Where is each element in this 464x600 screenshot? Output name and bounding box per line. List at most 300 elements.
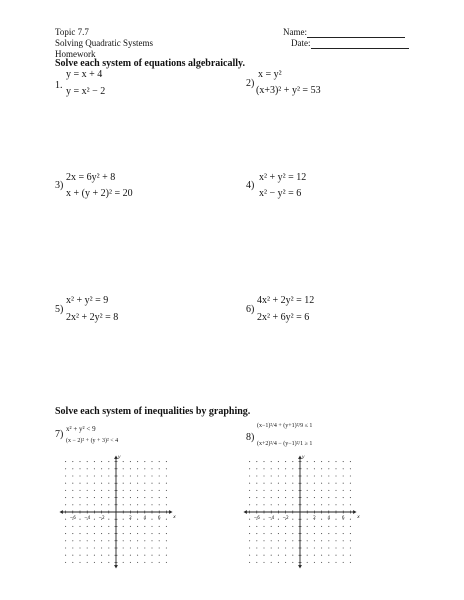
- grid-dot: [335, 519, 336, 520]
- grid-dot: [314, 504, 315, 505]
- grid-dot: [101, 490, 102, 491]
- worksheet-title: Solving Quadratic Systems: [55, 38, 153, 48]
- problem-2-eq1: x = y²: [258, 69, 282, 80]
- grid-dot: [123, 526, 124, 527]
- problem-6-number: 6): [246, 304, 255, 315]
- grid-dot: [108, 526, 109, 527]
- x-tick-label: 2: [129, 515, 132, 520]
- grid-dot: [263, 555, 264, 556]
- y-axis-label: y: [118, 454, 121, 460]
- date-field[interactable]: [291, 38, 409, 49]
- grid-dot: [307, 519, 308, 520]
- grid-dot: [108, 475, 109, 476]
- grid-dot: [87, 497, 88, 498]
- grid-dot: [144, 504, 145, 505]
- grid-dot: [285, 475, 286, 476]
- grid-dot: [130, 468, 131, 469]
- grid-dot: [278, 547, 279, 548]
- grid-dot: [72, 483, 73, 484]
- grid-dot: [151, 540, 152, 541]
- grid-dot: [144, 483, 145, 484]
- grid-dot: [108, 461, 109, 462]
- grid-dot: [278, 519, 279, 520]
- grid-dot: [108, 504, 109, 505]
- grid-dot: [350, 519, 351, 520]
- grid-dot: [278, 504, 279, 505]
- grid-dot: [249, 468, 250, 469]
- grid-dot: [314, 555, 315, 556]
- grid-dot: [307, 540, 308, 541]
- grid-dot: [65, 555, 66, 556]
- grid-dot: [159, 504, 160, 505]
- grid-dot: [130, 475, 131, 476]
- grid-dot: [108, 562, 109, 563]
- grid-dot: [307, 504, 308, 505]
- grid-dot: [343, 540, 344, 541]
- grid-dot: [292, 547, 293, 548]
- grid-dot: [307, 468, 308, 469]
- grid-dot: [123, 555, 124, 556]
- y-axis-arrow-down: [298, 565, 302, 568]
- grid-dot: [94, 483, 95, 484]
- x-tick-label: −6: [253, 515, 260, 520]
- grid-dot: [249, 461, 250, 462]
- grid-dot: [144, 461, 145, 462]
- grid-dot: [321, 547, 322, 548]
- grid-dot: [335, 540, 336, 541]
- grid-dot: [166, 504, 167, 505]
- grid-dot: [151, 461, 152, 462]
- grid-dot: [101, 461, 102, 462]
- grid-dot: [72, 533, 73, 534]
- grid-dot: [321, 526, 322, 527]
- grid-dot: [321, 483, 322, 484]
- grid-dot: [87, 547, 88, 548]
- section-1-instruction: Solve each system of equations algebraically.: [55, 58, 245, 69]
- grid-dot: [108, 519, 109, 520]
- grid-dot: [335, 461, 336, 462]
- grid-dot: [79, 497, 80, 498]
- grid-dot: [292, 490, 293, 491]
- problem-6-eq2: 2x² + 6y² = 6: [257, 312, 310, 323]
- grid-dot: [292, 533, 293, 534]
- grid-dot: [101, 540, 102, 541]
- grid-dot: [335, 497, 336, 498]
- grid-dot: [285, 533, 286, 534]
- grid-dot: [292, 526, 293, 527]
- grid-dot: [65, 483, 66, 484]
- grid-dot: [278, 483, 279, 484]
- grid-dot: [328, 497, 329, 498]
- problem-5-eq1: x² + y² = 9: [66, 295, 109, 306]
- grid-dot: [314, 540, 315, 541]
- name-field[interactable]: [283, 27, 405, 38]
- grid-dot: [263, 497, 264, 498]
- grid-dot: [285, 547, 286, 548]
- grid-dot: [271, 540, 272, 541]
- problem-8-ineq1: (x−1)²/4 + (y+1)²/9 ≤ 1: [257, 423, 313, 429]
- grid-dot: [159, 526, 160, 527]
- grid-dot: [79, 504, 80, 505]
- problem-3-number: 3): [55, 180, 64, 191]
- grid-dot: [94, 555, 95, 556]
- grid-dot: [278, 490, 279, 491]
- problem-2-eq2: (x+3)² + y² = 53: [256, 85, 321, 96]
- grid-dot: [79, 475, 80, 476]
- problem-3-eq1: 2x = 6y² + 8: [66, 172, 116, 183]
- grid-dot: [151, 490, 152, 491]
- grid-dot: [271, 504, 272, 505]
- x-tick-label: 4: [327, 515, 331, 520]
- grid-dot: [94, 461, 95, 462]
- grid-dot: [285, 540, 286, 541]
- problem-4-eq1: x² + y² = 12: [259, 172, 307, 183]
- grid-dot: [151, 483, 152, 484]
- grid-dot: [278, 555, 279, 556]
- problem-1-eq2: y = x² − 2: [66, 86, 106, 97]
- grid-dot: [314, 562, 315, 563]
- grid-dot: [94, 526, 95, 527]
- grid-dot: [335, 526, 336, 527]
- grid-dot: [123, 562, 124, 563]
- grid-dot: [87, 461, 88, 462]
- grid-dot: [94, 475, 95, 476]
- grid-dot: [271, 547, 272, 548]
- grid-dot: [137, 497, 138, 498]
- grid-dot: [94, 497, 95, 498]
- grid-dot: [249, 519, 250, 520]
- grid-dot: [249, 483, 250, 484]
- grid-dot: [123, 547, 124, 548]
- grid-dot: [350, 468, 351, 469]
- grid-dot: [159, 533, 160, 534]
- grid-dot: [79, 461, 80, 462]
- grid-dot: [137, 562, 138, 563]
- grid-dot: [314, 526, 315, 527]
- grid-dot: [285, 483, 286, 484]
- grid-dot: [144, 547, 145, 548]
- grid-dot: [123, 461, 124, 462]
- grid-dot: [87, 533, 88, 534]
- grid-dot: [328, 461, 329, 462]
- grid-dot: [159, 540, 160, 541]
- grid-dot: [328, 526, 329, 527]
- grid-dot: [350, 533, 351, 534]
- grid-dot: [335, 555, 336, 556]
- grid-dot: [130, 497, 131, 498]
- grid-dot: [144, 555, 145, 556]
- problem-6-eq1: 4x² + 2y² = 12: [257, 295, 315, 306]
- grid-dot: [278, 540, 279, 541]
- grid-dot: [72, 526, 73, 527]
- grid-dot: [94, 504, 95, 505]
- grid-dot: [335, 490, 336, 491]
- grid-dot: [65, 490, 66, 491]
- grid-dot: [65, 519, 66, 520]
- grid-dot: [159, 490, 160, 491]
- grid-dot: [321, 468, 322, 469]
- grid-dot: [87, 540, 88, 541]
- grid-dot: [328, 562, 329, 563]
- grid-dot: [343, 483, 344, 484]
- grid-dot: [314, 490, 315, 491]
- grid-dot: [130, 533, 131, 534]
- grid-dot: [108, 547, 109, 548]
- grid-dot: [130, 526, 131, 527]
- grid-dot: [108, 497, 109, 498]
- date-label: Date:: [291, 38, 311, 48]
- grid-dot: [166, 475, 167, 476]
- grid-dot: [79, 468, 80, 469]
- grid-dot: [335, 533, 336, 534]
- grid-dot: [130, 483, 131, 484]
- grid-dot: [151, 555, 152, 556]
- grid-dot: [278, 562, 279, 563]
- grid-dot: [87, 504, 88, 505]
- problem-2-number: 2): [246, 78, 255, 89]
- grid-dot: [314, 475, 315, 476]
- grid-dot: [166, 483, 167, 484]
- grid-dot: [278, 468, 279, 469]
- grid-dot: [314, 468, 315, 469]
- coordinate-grid-problem-8[interactable]: [242, 450, 358, 580]
- grid-dot: [263, 519, 264, 520]
- x-tick-label: 6: [341, 515, 345, 520]
- grid-dot: [87, 475, 88, 476]
- grid-dot: [249, 490, 250, 491]
- grid-dot: [314, 461, 315, 462]
- grid-dot: [137, 547, 138, 548]
- grid-dot: [256, 468, 257, 469]
- grid-dot: [307, 526, 308, 527]
- grid-dot: [94, 468, 95, 469]
- grid-dot: [343, 547, 344, 548]
- grid-dot: [321, 519, 322, 520]
- grid-dot: [292, 461, 293, 462]
- grid-dot: [256, 461, 257, 462]
- grid-dot: [271, 490, 272, 491]
- grid-dot: [350, 483, 351, 484]
- grid-dot: [144, 526, 145, 527]
- grid-dot: [87, 562, 88, 563]
- grid-dot: [271, 468, 272, 469]
- grid-dot: [144, 540, 145, 541]
- grid-dot: [335, 475, 336, 476]
- grid-dot: [256, 475, 257, 476]
- grid-dot: [292, 504, 293, 505]
- grid-dot: [328, 490, 329, 491]
- x-tick-label: −2: [282, 515, 289, 520]
- grid-dot: [151, 497, 152, 498]
- grid-dot: [263, 526, 264, 527]
- grid-dot: [350, 475, 351, 476]
- grid-dot: [278, 461, 279, 462]
- grid-dot: [350, 504, 351, 505]
- coordinate-grid-problem-7[interactable]: [58, 450, 174, 580]
- grid-dot: [307, 562, 308, 563]
- x-axis-arrow-right: [169, 510, 172, 514]
- grid-dot: [263, 562, 264, 563]
- grid-dot: [137, 461, 138, 462]
- grid-dot: [108, 555, 109, 556]
- grid-dot: [256, 497, 257, 498]
- name-blank[interactable]: [307, 28, 405, 38]
- grid-dot: [343, 504, 344, 505]
- grid-dot: [137, 468, 138, 469]
- grid-dot: [144, 533, 145, 534]
- grid-dot: [285, 461, 286, 462]
- grid-dot: [72, 555, 73, 556]
- y-axis-arrow-down: [114, 565, 118, 568]
- problem-8-number: 8): [246, 432, 255, 443]
- grid-dot: [292, 519, 293, 520]
- grid-dot: [321, 475, 322, 476]
- grid-dot: [166, 461, 167, 462]
- grid-dot: [72, 504, 73, 505]
- grid-dot: [278, 497, 279, 498]
- grid-dot: [130, 540, 131, 541]
- grid-dot: [271, 526, 272, 527]
- grid-dot: [137, 475, 138, 476]
- grid-dot: [256, 504, 257, 505]
- grid-dot: [123, 519, 124, 520]
- x-tick-label: −4: [84, 515, 91, 520]
- x-tick-label: 6: [157, 515, 161, 520]
- grid-dot: [314, 533, 315, 534]
- grid-dot: [256, 547, 257, 548]
- grid-dot: [79, 562, 80, 563]
- grid-dot: [328, 533, 329, 534]
- grid-dot: [123, 490, 124, 491]
- x-tick-label: 2: [313, 515, 316, 520]
- grid-dot: [292, 555, 293, 556]
- grid-dot: [343, 475, 344, 476]
- problem-5-number: 5): [55, 304, 64, 315]
- grid-dot: [101, 555, 102, 556]
- grid-dot: [263, 490, 264, 491]
- grid-dot: [159, 468, 160, 469]
- grid-dot: [321, 461, 322, 462]
- grid-dot: [350, 540, 351, 541]
- grid-dot: [144, 497, 145, 498]
- grid-dot: [94, 533, 95, 534]
- y-axis-label: y: [302, 454, 305, 460]
- grid-dot: [130, 504, 131, 505]
- grid-dot: [343, 497, 344, 498]
- grid-dot: [151, 475, 152, 476]
- grid-dot: [79, 555, 80, 556]
- grid-dot: [159, 547, 160, 548]
- grid-dot: [123, 483, 124, 484]
- grid-dot: [314, 547, 315, 548]
- grid-dot: [101, 562, 102, 563]
- grid-dot: [285, 526, 286, 527]
- grid-dot: [94, 562, 95, 563]
- grid-dot: [335, 547, 336, 548]
- grid-dot: [328, 547, 329, 548]
- grid-dot: [79, 540, 80, 541]
- grid-dot: [278, 475, 279, 476]
- grid-dot: [65, 468, 66, 469]
- grid-dot: [87, 555, 88, 556]
- grid-dot: [263, 468, 264, 469]
- grid-dot: [87, 526, 88, 527]
- problem-1-eq1: y = x + 4: [66, 69, 103, 80]
- grid-dot: [65, 461, 66, 462]
- grid-dot: [159, 562, 160, 563]
- grid-dot: [72, 461, 73, 462]
- grid-dot: [285, 497, 286, 498]
- grid-dot: [343, 555, 344, 556]
- grid-dot: [285, 504, 286, 505]
- grid-dot: [328, 483, 329, 484]
- grid-dot: [72, 475, 73, 476]
- grid-dot: [271, 483, 272, 484]
- grid-dot: [123, 504, 124, 505]
- grid-dot: [87, 490, 88, 491]
- grid-dot: [166, 555, 167, 556]
- grid-dot: [292, 562, 293, 563]
- grid-dot: [307, 547, 308, 548]
- grid-dot: [79, 547, 80, 548]
- grid-dot: [151, 468, 152, 469]
- grid-dot: [249, 475, 250, 476]
- grid-dot: [292, 540, 293, 541]
- grid-dot: [159, 475, 160, 476]
- problem-4-number: 4): [246, 180, 255, 191]
- grid-dot: [321, 490, 322, 491]
- grid-dot: [130, 562, 131, 563]
- grid-dot: [79, 526, 80, 527]
- grid-dot: [350, 461, 351, 462]
- grid-dot: [285, 468, 286, 469]
- grid-dot: [65, 562, 66, 563]
- grid-dot: [72, 497, 73, 498]
- grid-dot: [285, 490, 286, 491]
- grid-dot: [263, 547, 264, 548]
- grid-dot: [343, 526, 344, 527]
- grid-dot: [72, 490, 73, 491]
- date-blank[interactable]: [311, 39, 409, 49]
- grid-dot: [123, 497, 124, 498]
- grid-dot: [94, 519, 95, 520]
- grid-dot: [335, 562, 336, 563]
- grid-dot: [65, 533, 66, 534]
- grid-dot: [350, 562, 351, 563]
- grid-dot: [249, 526, 250, 527]
- grid-dot: [65, 540, 66, 541]
- grid-dot: [263, 461, 264, 462]
- grid-dot: [72, 540, 73, 541]
- grid-dot: [94, 540, 95, 541]
- grid-dot: [271, 461, 272, 462]
- grid-dot: [307, 461, 308, 462]
- grid-dot: [278, 526, 279, 527]
- grid-dot: [130, 547, 131, 548]
- problem-8-ineq2: (x+2)²/4 − (y−1)²/1 ≥ 1: [257, 441, 313, 447]
- grid-dot: [335, 468, 336, 469]
- grid-dot: [108, 540, 109, 541]
- grid-dot: [263, 504, 264, 505]
- grid-dot: [292, 497, 293, 498]
- grid-dot: [123, 540, 124, 541]
- grid-dot: [159, 555, 160, 556]
- grid-dot: [328, 468, 329, 469]
- x-tick-label: −2: [98, 515, 105, 520]
- grid-dot: [285, 562, 286, 563]
- grid-dot: [249, 562, 250, 563]
- grid-dot: [101, 526, 102, 527]
